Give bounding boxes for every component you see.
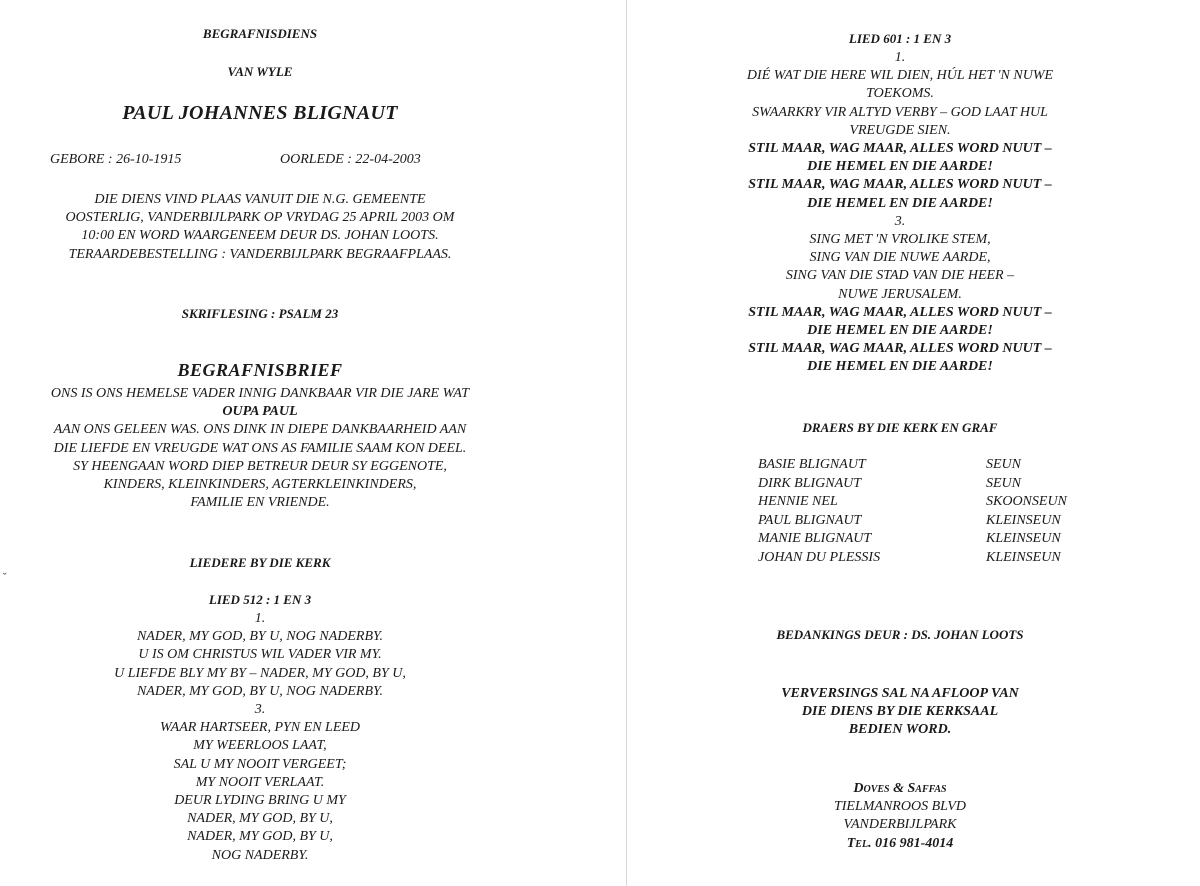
lyric-line: 3. [254, 702, 266, 718]
chorus-line: DIE HEMEL EN DIE AARDE! [807, 195, 993, 211]
chorus-line: STIL MAAR, WAG MAAR, ALLES WORD NUUT – [748, 141, 1052, 157]
bearer-row [758, 475, 1098, 494]
bearer-relation: SEUN [986, 457, 1021, 472]
bearer-name: JOHAN DU PLESSIS [758, 549, 881, 565]
of-late-label: VAN WYLE [227, 64, 293, 79]
bearer-row [758, 530, 1098, 549]
letter-line: AAN ONS GELEEN WAS. ONS DINK IN DIEPE DANKBAARHEID AAN [53, 422, 467, 438]
lyric-line: 3. [894, 213, 906, 229]
lyric-line: NADER, MY GOD, BY U, NOG NADERBY. [136, 683, 384, 699]
song1-heading: LIED 512 : 1 EN 3 [208, 592, 312, 607]
lyric-line: MY NOOIT VERLAAT. [195, 774, 325, 790]
bearer-row [758, 549, 1098, 568]
born-date: GEBORE : 26-10-1915 [50, 152, 182, 167]
lyric-line: SWAARKRY VIR ALTYD VERBY – GOD LAAT HUL [752, 104, 1048, 120]
bearer-relation: KLEINSEUN [986, 549, 1061, 565]
scripture-reading: SKRIFLESING : PSALM 23 [181, 306, 339, 321]
undertaker-block [680, 780, 1120, 853]
letter-name: OUPA PAUL [222, 404, 298, 420]
bearer-name: DIRK BLIGNAUT [758, 475, 862, 491]
song1-lyrics [0, 610, 520, 865]
refreshments-line: DIE DIENS BY DIE KERKSAAL [801, 704, 999, 720]
song2-heading: LIED 601 : 1 EN 3 [848, 31, 952, 46]
bearer-name: PAUL BLIGNAUT [758, 512, 862, 528]
undertaker-address: TIELMANROOS BLVD [833, 799, 967, 815]
refreshments-line: BEDIEN WORD. [848, 722, 952, 738]
bearer-relation: SEUN [986, 475, 1021, 491]
lyric-line: U IS OM CHRISTUS WIL VADER VIR MY. [138, 647, 382, 663]
letter-heading: BEGRAFNISBRIEF [177, 360, 343, 380]
lyric-line: NADER, MY GOD, BY U, NOG NADERBY. [136, 629, 384, 645]
bearers-list [758, 456, 1098, 568]
bearer-name: BASIE BLIGNAUT [758, 457, 866, 472]
funeral-letter [0, 385, 520, 512]
service-info [0, 191, 520, 264]
deceased-name: PAUL JOHANNES BLIGNAUT [122, 102, 398, 124]
letter-line: ONS IS ONS HEMELSE VADER INNIG DANKBAAR VIR DIE JARE WAT [50, 386, 470, 401]
bearer-row [758, 493, 1098, 512]
undertaker-address: VANDERBIJLPARK [843, 817, 957, 833]
undertaker-name: Doves & Saffas [853, 781, 947, 796]
lyric-line: 1. [254, 611, 266, 626]
refreshments-line: VERVERSINGS SAL NA AFLOOP VAN [781, 686, 1019, 701]
bearer-row [758, 512, 1098, 531]
letter-line: DIE LIEFDE EN VREUGDE WAT ONS AS FAMILIE SAAM KON DEEL. [53, 440, 467, 456]
lyric-line: SING VAN DIE STAD VAN DIE HEER – [785, 268, 1015, 284]
letter-line: FAMILIE EN VRIENDE. [190, 495, 330, 511]
chorus-line: STIL MAAR, WAG MAAR, ALLES WORD NUUT – [748, 341, 1052, 357]
bearer-name: MANIE BLIGNAUT [758, 531, 872, 547]
lyric-line: TOEKOMS. [866, 86, 934, 102]
page-fold-divider [626, 0, 627, 886]
service-info-line: DIE DIENS VIND PLAAS VANUIT DIE N.G. GEMEENTE [94, 192, 426, 207]
lyric-line: NOG NADERBY. [211, 847, 309, 863]
scan-mark: ˇ [2, 570, 6, 584]
service-info-line: OOSTERLIG, VANDERBIJLPARK OP VRYDAG 25 APRIL 2003 OM [65, 210, 455, 226]
bearer-name: HENNIE NEL [758, 494, 838, 510]
death-date: OORLEDE : 22-04-2003 [280, 152, 421, 167]
lyric-line: NADER, MY GOD, BY U, [187, 811, 333, 827]
lyric-line: SING MET 'N VROLIKE STEM, [809, 232, 991, 248]
undertaker-phone: Tel. 016 981-4014 [846, 835, 954, 851]
thanks-line: BEDANKINGS DEUR : DS. JOHAN LOOTS [776, 627, 1024, 642]
lyric-line: NUWE JERUSALEM. [838, 286, 962, 302]
chorus-line: DIE HEMEL EN DIE AARDE! [807, 359, 993, 375]
bearer-relation: SKOONSEUN [986, 494, 1067, 510]
chorus-line: DIE HEMEL EN DIE AARDE! [807, 159, 993, 175]
bearer-relation: KLEINSEUN [986, 531, 1061, 547]
service-heading: BEGRAFNISDIENS [202, 26, 318, 41]
lyric-line: DEUR LYDING BRING U MY [174, 793, 346, 809]
lyric-line: MY WEERLOOS LAAT, [193, 738, 327, 754]
chorus-line: STIL MAAR, WAG MAAR, ALLES WORD NUUT – [748, 304, 1052, 320]
bearer-relation: KLEINSEUN [986, 512, 1061, 528]
letter-line: KINDERS, KLEINKINDERS, AGTERKLEINKINDERS, [103, 477, 417, 493]
bearer-row [758, 456, 1098, 475]
lyric-line: NADER, MY GOD, BY U, [187, 829, 333, 845]
letter-line: SY HEENGAAN WORD DIEP BETREUR DEUR SY EGGENOTE, [73, 458, 447, 474]
song2-lyrics [680, 49, 1120, 377]
lyric-line: U LIEFDE BLY MY BY – NADER, MY GOD, BY U, [114, 665, 406, 681]
lyric-line: SING VAN DIE NUWE AARDE, [809, 250, 991, 266]
chorus-line: STIL MAAR, WAG MAAR, ALLES WORD NUUT – [748, 177, 1052, 193]
lyric-line: 1. [894, 50, 906, 65]
lyric-line: DIÉ WAT DIE HERE WIL DIEN, HÚL HET 'N NUWE [746, 68, 1054, 84]
refreshments-notice [680, 685, 1120, 740]
chorus-line: DIE HEMEL EN DIE AARDE! [807, 323, 993, 339]
bearers-heading: DRAERS BY DIE KERK EN GRAF [802, 420, 998, 435]
church-songs-heading: LIEDERE BY DIE KERK [189, 555, 331, 570]
service-info-line: TERAARDEBESTELLING : VANDERBIJLPARK BEGRAAFPLAAS. [68, 246, 452, 262]
lyric-line: WAAR HARTSEER, PYN EN LEED [159, 720, 361, 736]
service-info-line: 10:00 EN WORD WAARGENEEM DEUR DS. JOHAN LOOTS. [81, 228, 439, 244]
lyric-line: SAL U MY NOOIT VERGEET; [173, 756, 347, 772]
lyric-line: VREUGDE SIEN. [849, 122, 951, 138]
